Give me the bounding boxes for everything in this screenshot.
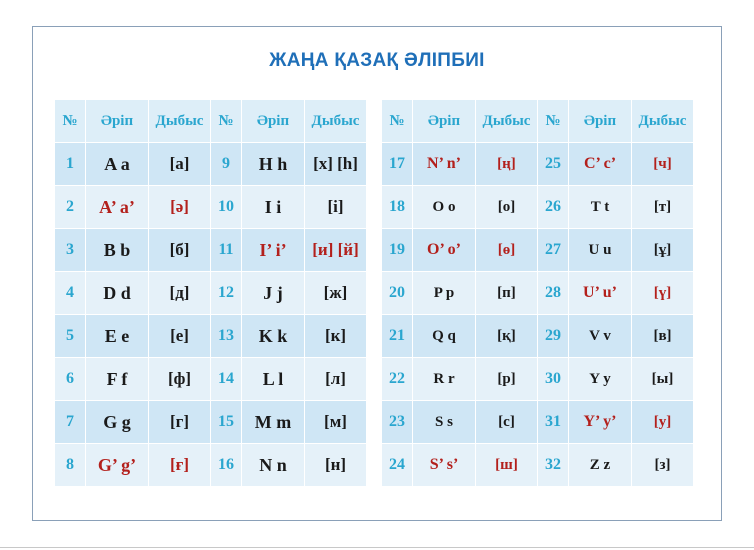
sound-cell: [р] [476, 358, 538, 401]
row-number: 14 [211, 358, 242, 401]
row-number: 12 [211, 272, 242, 315]
letter-cell: O o [413, 186, 476, 229]
sound-cell: [п] [476, 272, 538, 315]
letter-cell: C’ c’ [569, 143, 632, 186]
sound-cell: [қ] [476, 315, 538, 358]
sound-cell: [ж] [305, 272, 367, 315]
row-number: 25 [538, 143, 569, 186]
row-number: 18 [382, 186, 413, 229]
header-letter: Әріп [569, 100, 632, 143]
sound-cell: [м] [305, 401, 367, 444]
letter-cell: U’ u’ [569, 272, 632, 315]
letter-cell: Q q [413, 315, 476, 358]
row-number: 3 [55, 229, 86, 272]
header-sound: Дыбыс [476, 100, 538, 143]
letter-cell: L l [242, 358, 305, 401]
letter-cell: A a [86, 143, 149, 186]
row-number: 22 [382, 358, 413, 401]
row-number: 8 [55, 444, 86, 487]
letter-cell: M m [242, 401, 305, 444]
sound-cell: [ұ] [632, 229, 694, 272]
letter-cell: N’ n’ [413, 143, 476, 186]
letter-cell: U u [569, 229, 632, 272]
sound-cell: [ү] [632, 272, 694, 315]
row-number: 26 [538, 186, 569, 229]
row-number: 15 [211, 401, 242, 444]
header-letter: Әріп [413, 100, 476, 143]
header-sound: Дыбыс [305, 100, 367, 143]
letter-cell: K k [242, 315, 305, 358]
letter-cell: J j [242, 272, 305, 315]
sound-cell: [х] [h] [305, 143, 367, 186]
sound-cell: [о] [476, 186, 538, 229]
letter-cell: I’ i’ [242, 229, 305, 272]
sound-cell: [л] [305, 358, 367, 401]
letter-cell: D d [86, 272, 149, 315]
sound-cell: [д] [149, 272, 211, 315]
letter-cell: B b [86, 229, 149, 272]
header-number: № [538, 100, 569, 143]
letter-cell: F f [86, 358, 149, 401]
letter-cell: S s [413, 401, 476, 444]
row-number: 28 [538, 272, 569, 315]
row-number: 2 [55, 186, 86, 229]
sound-cell: [н] [305, 444, 367, 487]
row-number: 16 [211, 444, 242, 487]
letter-cell: S’ s’ [413, 444, 476, 487]
row-number: 32 [538, 444, 569, 487]
letter-cell: A’ a’ [86, 186, 149, 229]
row-number: 5 [55, 315, 86, 358]
letter-cell: P p [413, 272, 476, 315]
header-letter: Әріп [242, 100, 305, 143]
sound-cell: [в] [632, 315, 694, 358]
row-number: 30 [538, 358, 569, 401]
row-number: 10 [211, 186, 242, 229]
sound-cell: [у] [632, 401, 694, 444]
row-number: 11 [211, 229, 242, 272]
sound-cell: [г] [149, 401, 211, 444]
sound-cell: [а] [149, 143, 211, 186]
sound-cell: [ғ] [149, 444, 211, 487]
sound-cell: [с] [476, 401, 538, 444]
row-number: 27 [538, 229, 569, 272]
sound-cell: [і] [305, 186, 367, 229]
letter-cell: H h [242, 143, 305, 186]
letter-cell: Z z [569, 444, 632, 487]
row-number: 31 [538, 401, 569, 444]
letter-cell: G g [86, 401, 149, 444]
row-number: 4 [55, 272, 86, 315]
row-number: 17 [382, 143, 413, 186]
row-number: 24 [382, 444, 413, 487]
sound-cell: [б] [149, 229, 211, 272]
header-number: № [382, 100, 413, 143]
sound-cell: [ң] [476, 143, 538, 186]
row-number: 29 [538, 315, 569, 358]
letter-cell: I i [242, 186, 305, 229]
sound-cell: [и] [й] [305, 229, 367, 272]
row-number: 13 [211, 315, 242, 358]
sound-cell: [ш] [476, 444, 538, 487]
page-title: ЖАҢА ҚАЗАҚ ӘЛІПБИІ [269, 50, 485, 71]
sound-cell: [ы] [632, 358, 694, 401]
header-letter: Әріп [86, 100, 149, 143]
letter-cell: E e [86, 315, 149, 358]
letter-cell: V v [569, 315, 632, 358]
row-number: 1 [55, 143, 86, 186]
row-number: 7 [55, 401, 86, 444]
letter-cell: T t [569, 186, 632, 229]
row-number: 19 [382, 229, 413, 272]
sound-cell: [к] [305, 315, 367, 358]
sound-cell: [з] [632, 444, 694, 487]
letter-cell: Y y [569, 358, 632, 401]
letter-cell: R r [413, 358, 476, 401]
row-number: 23 [382, 401, 413, 444]
sound-cell: [ф] [149, 358, 211, 401]
alphabet-table-right [382, 100, 694, 487]
letter-cell: G’ g’ [86, 444, 149, 487]
row-number: 20 [382, 272, 413, 315]
alphabet-table-left [55, 100, 367, 487]
row-number: 6 [55, 358, 86, 401]
row-number: 9 [211, 143, 242, 186]
sound-cell: [т] [632, 186, 694, 229]
letter-cell: N n [242, 444, 305, 487]
sound-cell: [е] [149, 315, 211, 358]
header-sound: Дыбыс [632, 100, 694, 143]
letter-cell: O’ o’ [413, 229, 476, 272]
header-sound: Дыбыс [149, 100, 211, 143]
sound-cell: [ө] [476, 229, 538, 272]
sound-cell: [ч] [632, 143, 694, 186]
letter-cell: Y’ y’ [569, 401, 632, 444]
header-number: № [211, 100, 242, 143]
sound-cell: [ә] [149, 186, 211, 229]
row-number: 21 [382, 315, 413, 358]
header-number: № [55, 100, 86, 143]
divider [0, 547, 754, 548]
